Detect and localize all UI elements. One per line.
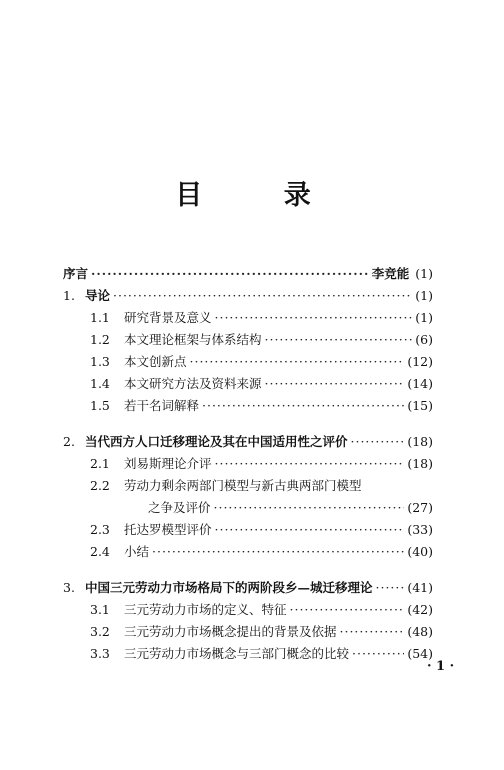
toc-entry-number: 1. — [63, 288, 75, 303]
toc-entry-number: 1.5 — [90, 398, 110, 413]
toc-entry-page: (41) — [407, 580, 433, 595]
toc-leader-dots — [215, 522, 405, 538]
page-number: · 1 · — [427, 659, 455, 674]
toc-leader-dots — [265, 332, 413, 348]
toc-entry-label: 序言 — [63, 266, 89, 281]
toc-entry-section-2-1[interactable] — [90, 456, 433, 472]
toc-leader-dots — [376, 580, 405, 596]
page-title: 目 录 — [175, 180, 347, 211]
toc-entry-page: (40) — [407, 544, 433, 559]
toc-entry-label: 本文研究方法及资料来源 — [124, 376, 262, 391]
toc-entry-label: 三元劳动力市场概念与三部门概念的比较 — [124, 646, 350, 661]
toc-entry-section-1-3[interactable] — [90, 354, 433, 370]
toc-entry-label: 三元劳动力市场的定义、特征 — [124, 602, 287, 617]
toc-entry-chapter-1[interactable] — [63, 288, 433, 304]
toc-leader-dots — [340, 624, 405, 640]
toc-entry-label: 研究背景及意义 — [124, 310, 212, 325]
toc-entry-page: (18) — [407, 434, 433, 449]
toc-entry-number: 1.4 — [90, 376, 110, 391]
toc-entry-page: (33) — [407, 522, 433, 537]
toc-entry-page: (27) — [407, 500, 433, 515]
toc-entry-section-1-1[interactable] — [90, 310, 433, 326]
toc-entry-label: 小结 — [124, 544, 150, 559]
toc-leader-dots — [215, 310, 413, 326]
toc-leader-dots — [265, 376, 405, 392]
toc-leader-dots — [215, 456, 405, 472]
toc-entry-number: 2. — [63, 434, 75, 449]
toc-entry-number: 1.1 — [90, 310, 110, 325]
toc-entry-page: (18) — [407, 456, 433, 471]
toc-entry-page: (6) — [415, 332, 433, 347]
toc-entry-label: 本文理论框架与体系结构 — [124, 332, 262, 347]
toc-entry-label: 之争及评价 — [148, 500, 211, 515]
toc-entry-number: 3.2 — [90, 624, 110, 639]
toc-entry-label: 劳动力剩余两部门模型与新古典两部门模型 — [124, 478, 362, 493]
toc-leader-dots — [152, 544, 404, 560]
toc-leader-dots — [91, 266, 369, 282]
toc-entry-section-3-3[interactable] — [90, 646, 433, 662]
toc-entry-page: (12) — [407, 354, 433, 369]
toc-entry-author: 李竞能 — [371, 266, 410, 281]
toc-entry-chapter-2[interactable] — [63, 434, 433, 450]
toc-leader-dots — [113, 288, 412, 304]
toc-leader-dots — [202, 398, 404, 414]
toc-entry-label: 当代西方人口迁移理论及其在中国适用性之评价 — [85, 434, 348, 449]
toc-entry-label: 中国三元劳动力市场格局下的两阶段乡—城迁移理论 — [85, 580, 373, 595]
toc-entry-label: 导论 — [85, 288, 111, 303]
toc-entry-section-1-5[interactable] — [90, 398, 433, 414]
toc-entry-number: 2.4 — [90, 544, 110, 559]
toc-entry-number: 3.1 — [90, 602, 110, 617]
toc-entry-number: 3. — [63, 580, 75, 595]
toc-entry-page: (42) — [407, 602, 433, 617]
toc-entry-section-3-1[interactable] — [90, 602, 433, 618]
toc-entry-number: 2.3 — [90, 522, 110, 537]
toc-entry-number: 2.2 — [90, 478, 110, 493]
toc-entry-number: 3.3 — [90, 646, 110, 661]
toc-entry-number: 2.1 — [90, 456, 110, 471]
toc-entry-page: (15) — [407, 398, 433, 413]
toc-entry-section-2-2-continued[interactable] — [148, 500, 433, 516]
toc-entry-label: 本文创新点 — [124, 354, 187, 369]
toc-entry-number: 1.3 — [90, 354, 110, 369]
toc-leader-dots — [351, 434, 405, 450]
toc-entry-page: (54) — [407, 646, 433, 661]
toc-entry-section-1-4[interactable] — [90, 376, 433, 392]
toc-entry-label: 若干名词解释 — [124, 398, 200, 413]
toc-leader-dots — [290, 602, 405, 618]
toc-leader-dots — [214, 500, 405, 516]
toc-entry-label: 托达罗模型评价 — [124, 522, 212, 537]
toc-entry-page: (48) — [407, 624, 433, 639]
toc-entry-number: 1.2 — [90, 332, 110, 347]
toc-entry-label: 三元劳动力市场概念提出的背景及依据 — [124, 624, 337, 639]
toc-entry-chapter-3[interactable] — [63, 580, 433, 596]
toc-leader-dots — [190, 354, 405, 370]
toc-entry-section-2-3[interactable] — [90, 522, 433, 538]
toc-entry-section-3-2[interactable] — [90, 624, 433, 640]
toc-entry-page: (1) — [415, 310, 433, 325]
toc-entry-section-2-4[interactable] — [90, 544, 433, 560]
toc-entry-section-1-2[interactable] — [90, 332, 433, 348]
toc-entry-label: 刘易斯理论介评 — [124, 456, 212, 471]
toc-entry-page: (14) — [407, 376, 433, 391]
toc-entry-preface[interactable] — [63, 266, 433, 282]
toc-leader-dots — [352, 646, 404, 662]
toc-entry-page: (1) — [415, 288, 433, 303]
toc-entry-section-2-2[interactable] — [90, 478, 433, 494]
toc-entry-page: (1) — [415, 266, 433, 281]
